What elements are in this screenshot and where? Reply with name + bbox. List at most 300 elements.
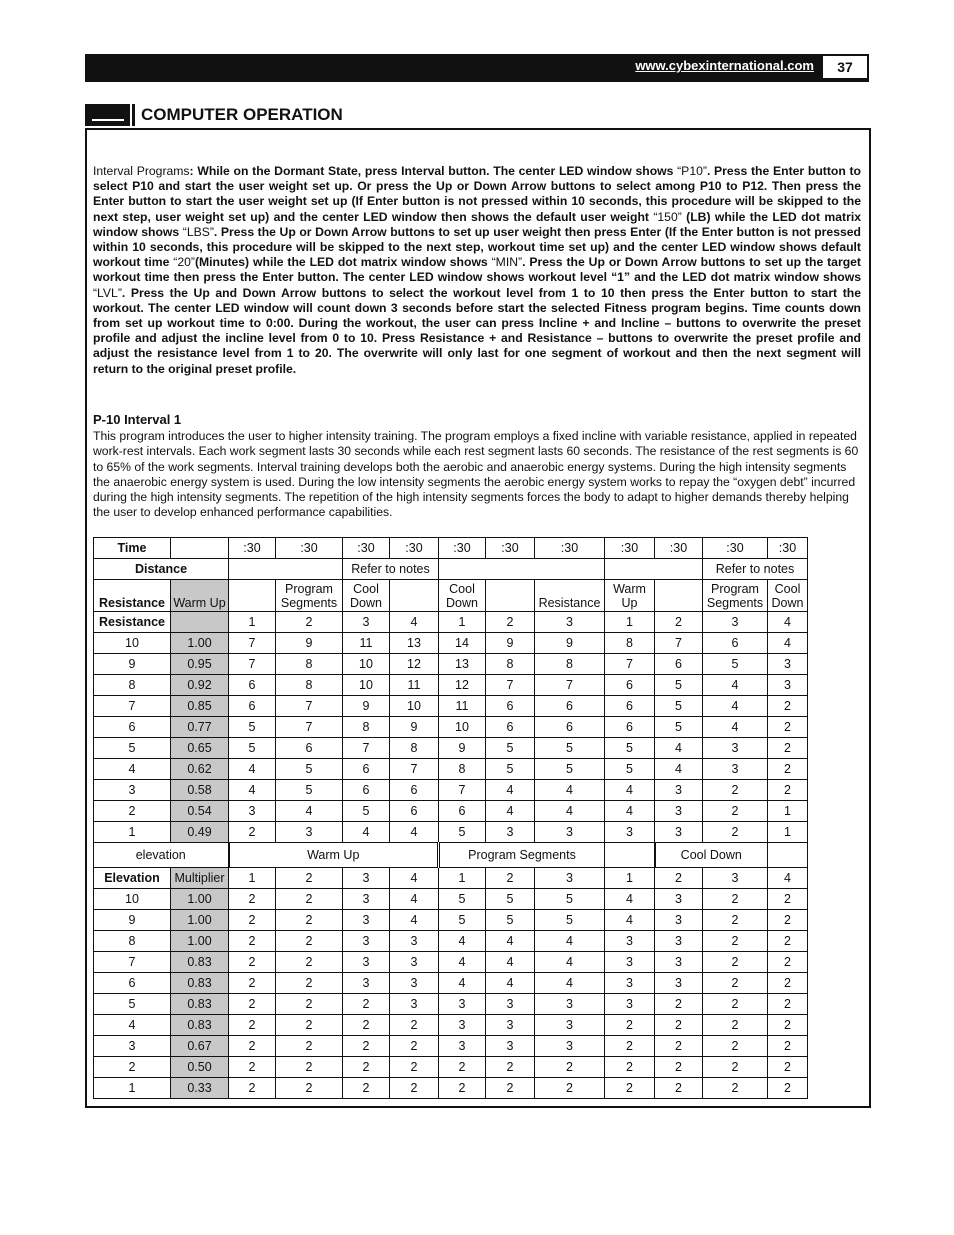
value-cell: 8	[343, 717, 390, 738]
value-cell: 2	[703, 801, 768, 822]
value-cell: 5	[486, 910, 535, 931]
time-cell: :30	[276, 538, 343, 559]
value-cell: 3	[655, 801, 703, 822]
value-cell: 2	[768, 889, 808, 910]
level-cell: 8	[94, 931, 171, 952]
value-cell: 7	[343, 738, 390, 759]
value-cell: 6	[605, 696, 655, 717]
multiplier-cell: 1.00	[171, 910, 229, 931]
level-cell: 4	[94, 759, 171, 780]
multiplier-cell: 0.67	[171, 1036, 229, 1057]
value-cell: 6	[605, 717, 655, 738]
segment-number: 4	[768, 612, 808, 633]
segment-number: 1	[605, 612, 655, 633]
multiplier-cell: 0.83	[171, 1015, 229, 1036]
value-cell: 2	[229, 952, 276, 973]
time-cell: :30	[486, 538, 535, 559]
value-cell: 2	[276, 1036, 343, 1057]
elevation-level-row	[94, 973, 808, 994]
value-cell: 6	[486, 717, 535, 738]
section-title: COMPUTER OPERATION	[141, 105, 343, 124]
segment-number: 4	[768, 868, 808, 889]
value-cell: 2	[703, 1036, 768, 1057]
level-cell: 5	[94, 994, 171, 1015]
value-cell: 5	[655, 717, 703, 738]
value-cell: 6	[343, 759, 390, 780]
header-blank	[390, 580, 439, 612]
resistance-level-row	[94, 822, 808, 843]
elevation-level-row	[94, 889, 808, 910]
value-cell: 1	[768, 801, 808, 822]
value-cell: 3	[390, 973, 439, 994]
level-cell: 4	[94, 1015, 171, 1036]
value-cell: 4	[655, 738, 703, 759]
value-cell: 2	[229, 889, 276, 910]
value-cell: 5	[703, 654, 768, 675]
time-cell: :30	[343, 538, 390, 559]
value-cell: 5	[486, 889, 535, 910]
value-cell: 3	[605, 822, 655, 843]
value-cell: 7	[229, 633, 276, 654]
distance-refer-notes: Refer to notes	[343, 559, 439, 580]
value-cell: 5	[486, 759, 535, 780]
value-cell: 2	[439, 1078, 486, 1099]
program-title: P-10 Interval 1	[93, 412, 182, 427]
value-cell: 2	[276, 910, 343, 931]
time-cell: :30	[390, 538, 439, 559]
segment-number: 3	[703, 868, 768, 889]
value-cell: 6	[703, 633, 768, 654]
elevation-header-row	[94, 843, 808, 868]
time-cell: :30	[439, 538, 486, 559]
value-cell: 2	[655, 1036, 703, 1057]
interval-programs-paragraph	[93, 164, 861, 377]
intro-q5: “MIN”	[491, 255, 523, 270]
resistance-number-label: Resistance	[94, 612, 171, 633]
value-cell: 3	[605, 973, 655, 994]
multiplier-cell: 0.83	[171, 994, 229, 1015]
segment-number: 2	[486, 612, 535, 633]
value-cell: 3	[486, 822, 535, 843]
value-cell: 5	[655, 696, 703, 717]
value-cell: 2	[768, 952, 808, 973]
level-cell: 1	[94, 822, 171, 843]
segment-number: 2	[655, 868, 703, 889]
value-cell: 7	[535, 675, 605, 696]
elevation-level-row	[94, 994, 808, 1015]
program-segments-header: Program Segments	[276, 580, 343, 612]
value-cell: 3	[655, 952, 703, 973]
multiplier-cell: 0.49	[171, 822, 229, 843]
elevation-header-blank	[605, 843, 655, 868]
intro-s3: (LB) while the LED dot matrix window shows	[93, 209, 861, 239]
cooldown-header: Cool Down	[768, 580, 808, 612]
value-cell: 2	[703, 994, 768, 1015]
elevation-label: Elevation	[94, 868, 171, 889]
value-cell: 9	[390, 717, 439, 738]
value-cell: 13	[439, 654, 486, 675]
value-cell: 3	[703, 738, 768, 759]
time-cell: :30	[703, 538, 768, 559]
time-cell: :30	[535, 538, 605, 559]
value-cell: 2	[343, 1015, 390, 1036]
value-cell: 7	[605, 654, 655, 675]
level-cell: 2	[94, 801, 171, 822]
value-cell: 2	[703, 952, 768, 973]
header-blank	[229, 580, 276, 612]
value-cell: 2	[276, 1015, 343, 1036]
segment-number: 2	[276, 868, 343, 889]
value-cell: 2	[768, 931, 808, 952]
value-cell: 5	[229, 738, 276, 759]
value-cell: 4	[390, 889, 439, 910]
value-cell: 3	[439, 1015, 486, 1036]
value-cell: 2	[486, 1057, 535, 1078]
value-cell: 2	[343, 1036, 390, 1057]
value-cell: 4	[439, 931, 486, 952]
value-cell: 9	[343, 696, 390, 717]
value-cell: 12	[439, 675, 486, 696]
value-cell: 11	[439, 696, 486, 717]
value-cell: 5	[655, 675, 703, 696]
elevation-header-label: elevation	[94, 843, 229, 868]
value-cell: 6	[535, 717, 605, 738]
multiplier-cell: 0.58	[171, 780, 229, 801]
resistance-level-row	[94, 738, 808, 759]
value-cell: 3	[343, 889, 390, 910]
time-blank	[171, 538, 229, 559]
value-cell: 8	[276, 654, 343, 675]
value-cell: 2	[229, 822, 276, 843]
value-cell: 2	[535, 1057, 605, 1078]
resistance-number-row	[94, 612, 808, 633]
value-cell: 2	[276, 973, 343, 994]
value-cell: 3	[229, 801, 276, 822]
value-cell: 4	[605, 910, 655, 931]
value-cell: 2	[768, 780, 808, 801]
value-cell: 3	[343, 973, 390, 994]
value-cell: 2	[655, 1078, 703, 1099]
value-cell: 9	[486, 633, 535, 654]
value-cell: 2	[768, 1015, 808, 1036]
value-cell: 4	[655, 759, 703, 780]
elevation-level-row	[94, 1036, 808, 1057]
resistance-level-row	[94, 633, 808, 654]
multiplier-cell: 0.92	[171, 675, 229, 696]
elevation-level-row	[94, 1057, 808, 1078]
value-cell: 2	[655, 1057, 703, 1078]
value-cell: 6	[605, 675, 655, 696]
value-cell: 5	[486, 738, 535, 759]
value-cell: 6	[229, 696, 276, 717]
multiplier-cell: 0.54	[171, 801, 229, 822]
section-separator	[132, 104, 135, 126]
resistance-level-row	[94, 696, 808, 717]
cooldown-header: Cool Down	[439, 580, 486, 612]
value-cell: 2	[655, 1015, 703, 1036]
elevation-level-row	[94, 1078, 808, 1099]
value-cell: 3	[390, 994, 439, 1015]
multiplier-cell: 0.83	[171, 973, 229, 994]
intro-s5: (Minutes) while the LED dot matrix window shows	[194, 255, 492, 270]
multiplier-cell: 0.77	[171, 717, 229, 738]
level-cell: 7	[94, 952, 171, 973]
value-cell: 2	[276, 931, 343, 952]
value-cell: 2	[390, 1057, 439, 1078]
value-cell: 2	[486, 1078, 535, 1099]
value-cell: 4	[703, 696, 768, 717]
value-cell: 11	[390, 675, 439, 696]
value-cell: 3	[343, 952, 390, 973]
value-cell: 2	[229, 1057, 276, 1078]
multiplier-cell: 0.62	[171, 759, 229, 780]
value-cell: 3	[655, 910, 703, 931]
value-cell: 7	[276, 696, 343, 717]
segment-number: 1	[605, 868, 655, 889]
warmup-header: Warm Up	[171, 580, 229, 612]
intro-q1: “P10”	[677, 164, 707, 178]
level-cell: 5	[94, 738, 171, 759]
intro-q2: “150”	[653, 209, 682, 224]
value-cell: 3	[768, 654, 808, 675]
value-cell: 3	[655, 780, 703, 801]
resistance-level-row	[94, 780, 808, 801]
value-cell: 8	[276, 675, 343, 696]
distance-refer-notes: Refer to notes	[703, 559, 808, 580]
time-row	[94, 538, 808, 559]
value-cell: 4	[535, 780, 605, 801]
value-cell: 3	[535, 1036, 605, 1057]
value-cell: 3	[439, 1036, 486, 1057]
resistance-level-row	[94, 717, 808, 738]
elevation-level-row	[94, 931, 808, 952]
segment-number: 4	[390, 868, 439, 889]
elevation-cooldown-header: Cool Down	[655, 843, 768, 868]
elevation-header-blank	[768, 843, 808, 868]
value-cell: 6	[486, 696, 535, 717]
value-cell: 4	[439, 973, 486, 994]
multiplier-label: Multiplier	[171, 868, 229, 889]
multiplier-cell: 1.00	[171, 633, 229, 654]
program-segments-header: Program Segments	[703, 580, 768, 612]
value-cell: 7	[276, 717, 343, 738]
resistance-level-row	[94, 675, 808, 696]
website-link[interactable]: www.cybexinternational.com	[635, 58, 814, 73]
level-cell: 6	[94, 973, 171, 994]
value-cell: 4	[486, 780, 535, 801]
value-cell: 3	[390, 931, 439, 952]
segment-number: 3	[535, 612, 605, 633]
intro-s6: . Press the Up or Down Arrow buttons to set up the target workout time then press the Enter button. The center LED window shows workout level “1” and the LED dot matrix window shows	[93, 255, 861, 285]
warmup-header: Warm Up	[605, 580, 655, 612]
intro-s7: . Press the Up and Down Arrow buttons to select the workout level from 1 to 10 then press the Enter button to start the workout. The center LED window will count down 3 seconds before start the selected Fitness program begins. Time counts down from set up workout time to 0:00. During the workout, the user can press Incline + and Incline – buttons to overwrite the preset profile and adjust the incline level from 0 to 10. Press Resistance + and Resistance – buttons to overwrite the preset profile and adjust the resistance level from 1 to 20. The overwrite will only last for one segment of workout and then the next segment will return to the original preset profile.	[93, 285, 861, 376]
value-cell: 4	[535, 952, 605, 973]
time-cell: :30	[605, 538, 655, 559]
value-cell: 2	[768, 759, 808, 780]
value-cell: 10	[343, 675, 390, 696]
elevation-level-row	[94, 952, 808, 973]
intro-s2: . Press the Enter button to select P10 and start the user weight set up. Or press the Up or Down Arrow buttons to select among P10 to P12. Then press the Enter button to start the user weight set up (If Enter button is not pressed within 10 seconds, this procedure will be skipped to the next step, user weight set up) and the center LED window then shows the default user weight	[93, 164, 862, 224]
value-cell: 3	[535, 1015, 605, 1036]
value-cell: 6	[655, 654, 703, 675]
value-cell: 3	[486, 1036, 535, 1057]
value-cell: 2	[703, 910, 768, 931]
value-cell: 4	[229, 780, 276, 801]
elevation-number-row	[94, 868, 808, 889]
multiplier-cell: 1.00	[171, 931, 229, 952]
value-cell: 3	[390, 952, 439, 973]
value-cell: 2	[390, 1036, 439, 1057]
resistance-level-row	[94, 801, 808, 822]
header-rule	[85, 80, 869, 82]
level-cell: 9	[94, 910, 171, 931]
resistance-segment-header-row	[94, 580, 808, 612]
value-cell: 4	[535, 973, 605, 994]
resistance-header: Resistance	[535, 580, 605, 612]
multiplier-cell: 0.83	[171, 952, 229, 973]
value-cell: 2	[229, 1078, 276, 1099]
value-cell: 4	[439, 952, 486, 973]
value-cell: 2	[276, 1057, 343, 1078]
value-cell: 4	[343, 822, 390, 843]
value-cell: 2	[768, 910, 808, 931]
intro-s4: . Press the Up or Down Arrow buttons to set up user weight then press Enter (If the Enter button is not pressed within 10 seconds, this procedure will be skipped to the next step, workout time set up) and the center LED window shows default workout time	[93, 224, 861, 270]
segment-number: 2	[486, 868, 535, 889]
value-cell: 1	[768, 822, 808, 843]
page-number: 37	[837, 59, 853, 75]
segment-number: 1	[439, 868, 486, 889]
value-cell: 4	[605, 780, 655, 801]
value-cell: 7	[390, 759, 439, 780]
value-cell: 2	[229, 1036, 276, 1057]
header-blank	[486, 580, 535, 612]
segment-number: 3	[703, 612, 768, 633]
segment-number: 1	[229, 868, 276, 889]
value-cell: 5	[605, 738, 655, 759]
value-cell: 14	[439, 633, 486, 654]
value-cell: 3	[605, 931, 655, 952]
level-cell: 10	[94, 633, 171, 654]
value-cell: 2	[605, 1078, 655, 1099]
program-description: This program introduces the user to higher intensity training. The program employs a fixed incline with variable resistance, applied in repeated work-rest intervals. Each work segment lasts 30 seconds while each rest segment lasts 60 seconds. The resistance of the rest segments is 60 to 65% of the work segments. Interval training develops both the aerobic and anaerobic energy systems. During the high intensity segments the anaerobic energy system is used. During the low intensity segments the aerobic energy system works to repay the “oxygen debt” incurred during the high intensity segments. The repetition of the high intensity segments forces the body to adapt to higher demands thereby helping the user to develop enhanced performance capabilities.	[93, 429, 859, 520]
value-cell: 10	[439, 717, 486, 738]
segment-number: 4	[390, 612, 439, 633]
value-cell: 2	[229, 994, 276, 1015]
value-cell: 2	[343, 1057, 390, 1078]
value-cell: 2	[343, 1078, 390, 1099]
value-cell: 3	[276, 822, 343, 843]
elevation-program-segments-header: Program Segments	[439, 843, 605, 868]
value-cell: 8	[486, 654, 535, 675]
value-cell: 13	[390, 633, 439, 654]
level-cell: 3	[94, 780, 171, 801]
value-cell: 10	[390, 696, 439, 717]
resistance-rows	[94, 633, 808, 843]
value-cell: 3	[768, 675, 808, 696]
value-cell: 2	[768, 696, 808, 717]
value-cell: 9	[276, 633, 343, 654]
segment-number: 3	[535, 868, 605, 889]
value-cell: 6	[229, 675, 276, 696]
value-cell: 2	[276, 994, 343, 1015]
time-cell: :30	[768, 538, 808, 559]
value-cell: 2	[768, 1036, 808, 1057]
value-cell: 2	[605, 1015, 655, 1036]
value-cell: 6	[390, 780, 439, 801]
value-cell: 4	[703, 675, 768, 696]
value-cell: 3	[605, 994, 655, 1015]
value-cell: 2	[605, 1036, 655, 1057]
value-cell: 2	[768, 1078, 808, 1099]
value-cell: 2	[390, 1078, 439, 1099]
elevation-level-row	[94, 1015, 808, 1036]
value-cell: 3	[655, 822, 703, 843]
value-cell: 6	[343, 780, 390, 801]
level-cell: 2	[94, 1057, 171, 1078]
multiplier-cell: 0.65	[171, 738, 229, 759]
value-cell: 9	[535, 633, 605, 654]
value-cell: 3	[703, 759, 768, 780]
value-cell: 9	[439, 738, 486, 759]
value-cell: 2	[768, 717, 808, 738]
level-cell: 9	[94, 654, 171, 675]
level-cell: 7	[94, 696, 171, 717]
value-cell: 4	[390, 822, 439, 843]
intro-q4: “20”	[173, 255, 195, 270]
value-cell: 5	[535, 759, 605, 780]
value-cell: 3	[486, 1015, 535, 1036]
value-cell: 5	[535, 910, 605, 931]
value-cell: 4	[486, 952, 535, 973]
level-cell: 10	[94, 889, 171, 910]
multiplier-cell: 0.85	[171, 696, 229, 717]
level-cell: 6	[94, 717, 171, 738]
distance-blank	[229, 559, 343, 580]
value-cell: 8	[605, 633, 655, 654]
value-cell: 2	[703, 1015, 768, 1036]
value-cell: 3	[655, 973, 703, 994]
multiplier-cell: 0.50	[171, 1057, 229, 1078]
value-cell: 4	[535, 801, 605, 822]
value-cell: 4	[229, 759, 276, 780]
value-cell: 2	[768, 973, 808, 994]
value-cell: 2	[276, 889, 343, 910]
intro-q6: “LVL”	[93, 285, 122, 300]
cooldown-header: Cool Down	[343, 580, 390, 612]
value-cell: 2	[703, 780, 768, 801]
time-cell: :30	[655, 538, 703, 559]
value-cell: 8	[535, 654, 605, 675]
value-cell: 5	[535, 889, 605, 910]
value-cell: 5	[343, 801, 390, 822]
value-cell: 2	[655, 994, 703, 1015]
value-cell: 3	[343, 910, 390, 931]
value-cell: 2	[535, 1078, 605, 1099]
value-cell: 3	[605, 952, 655, 973]
value-cell: 3	[486, 994, 535, 1015]
value-cell: 3	[655, 931, 703, 952]
value-cell: 5	[439, 822, 486, 843]
value-cell: 4	[276, 801, 343, 822]
value-cell: 6	[535, 696, 605, 717]
value-cell: 5	[535, 738, 605, 759]
value-cell: 2	[390, 1015, 439, 1036]
value-cell: 7	[439, 780, 486, 801]
value-cell: 2	[276, 1078, 343, 1099]
level-cell: 1	[94, 1078, 171, 1099]
resistance-level-row	[94, 759, 808, 780]
multiplier-cell: 1.00	[171, 889, 229, 910]
